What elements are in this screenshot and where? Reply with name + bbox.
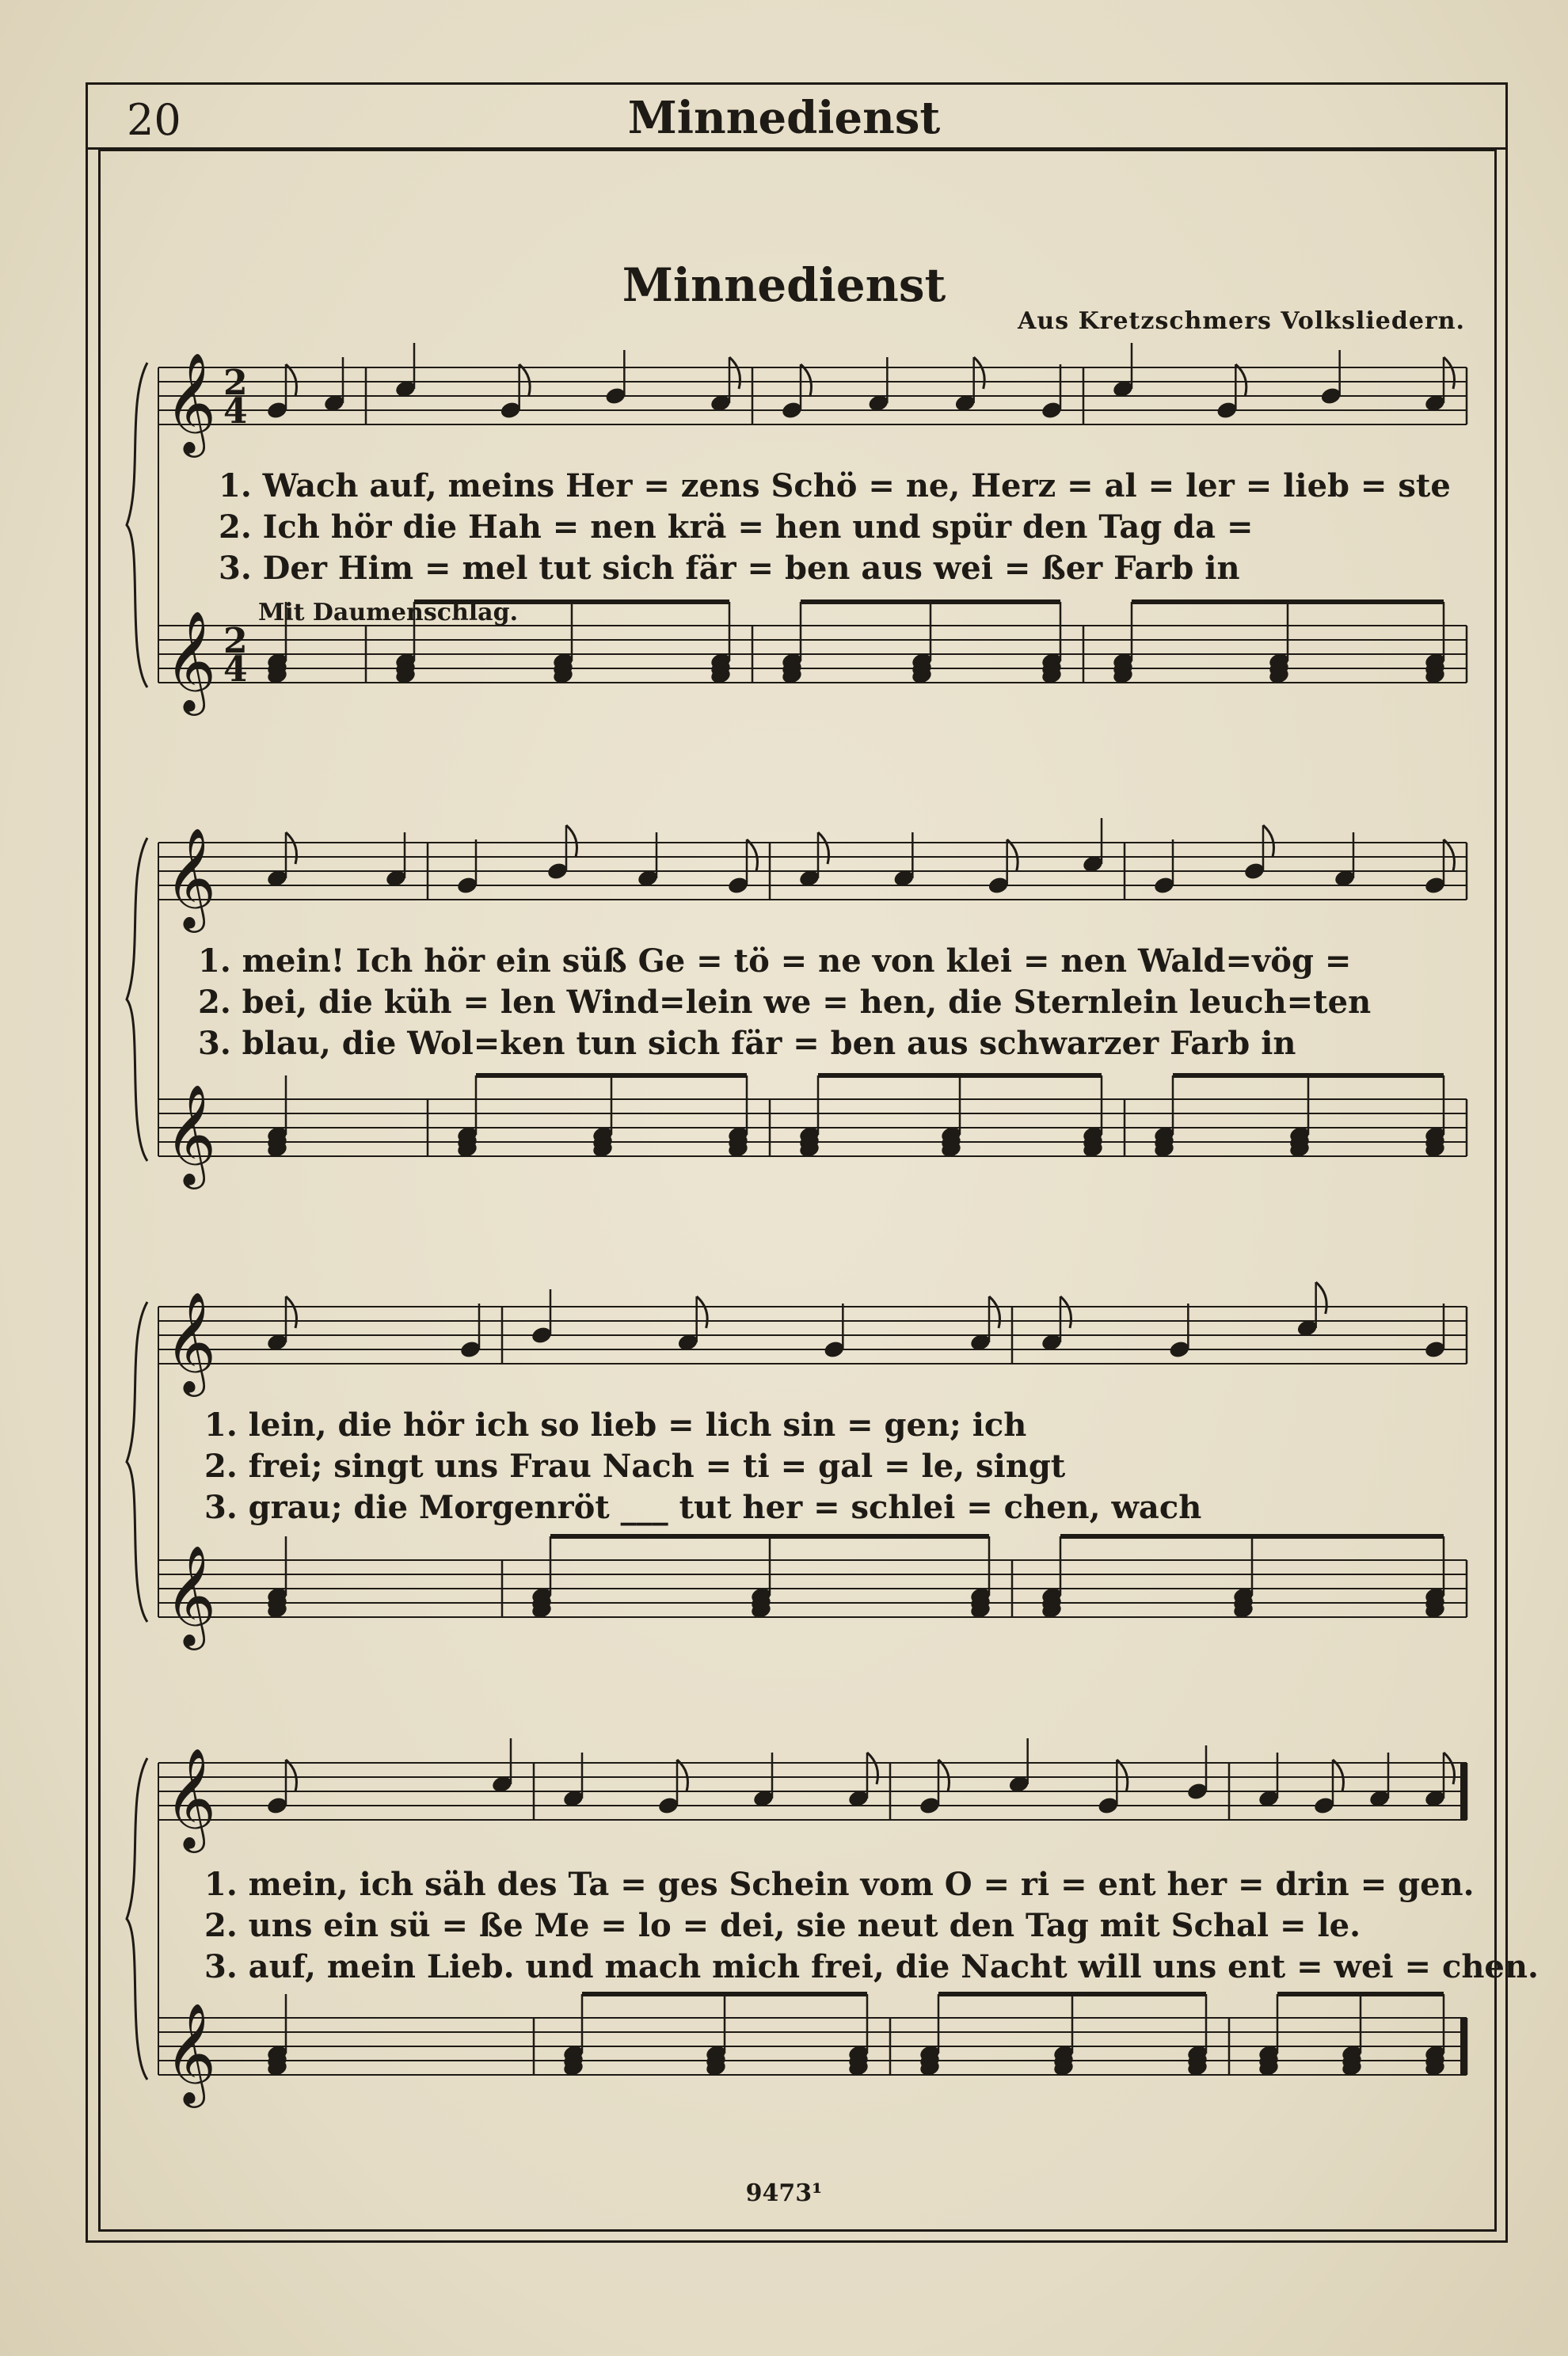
time-signature-numerator: 2 — [223, 363, 248, 403]
time-signature-denominator: 4 — [223, 649, 248, 690]
system-brace — [127, 1758, 147, 2080]
lyric-line: 1. mein! Ich hör ein süß Ge = tö = ne von klei = nen Wald=vög = — [198, 942, 1352, 980]
time-signature-numerator: 2 — [223, 621, 248, 661]
note-flag — [1007, 839, 1018, 871]
treble-clef: 𝄞 — [165, 1544, 217, 1646]
note-flag — [1117, 1760, 1128, 1791]
note-flag — [867, 1753, 878, 1784]
note-flag — [938, 1760, 950, 1791]
note-flag — [1444, 1753, 1455, 1784]
note-flag — [747, 839, 758, 871]
final-barline — [1460, 2018, 1467, 2075]
treble-clef: 𝄞 — [165, 1747, 217, 1848]
note-flag — [1263, 825, 1274, 857]
note-flag — [1316, 1282, 1327, 1314]
note-flag — [729, 357, 740, 389]
page-number: 20 — [127, 95, 181, 145]
note-flag — [1333, 1760, 1344, 1791]
lyric-line: 1. lein, die hör ich so lieb = lich sin = gen; ich — [204, 1406, 1027, 1444]
final-barline — [1460, 1763, 1467, 1820]
treble-clef: 𝄞 — [165, 352, 217, 453]
note-flag — [1444, 839, 1455, 871]
note-flag — [801, 364, 812, 396]
running-title: Minnedienst — [627, 92, 941, 144]
lyric-line: 1. Wach auf, meins Her = zens Schö = ne, Herz = al = ler = lieb = ste — [219, 467, 1451, 504]
lyric-line: 2. uns ein sü = ße Me = lo = dei, sie neut den Tag mit Schal = le. — [204, 1907, 1361, 1944]
time-signature-denominator: 4 — [223, 391, 248, 432]
note-flag — [566, 825, 577, 857]
note-flag — [1235, 364, 1246, 396]
tempo-marking: Mit Daumenschlag. — [258, 599, 519, 626]
treble-clef: 𝄞 — [165, 2002, 217, 2103]
treble-clef: 𝄞 — [165, 1083, 217, 1185]
lyric-line: 3. grau; die Morgenröt ___ tut her = schlei = chen, wach — [204, 1489, 1202, 1526]
system-brace — [127, 363, 147, 687]
system-brace — [127, 838, 147, 1161]
note-flag — [286, 364, 297, 396]
song-attribution: Aus Kretzschmers Volksliedern. — [1018, 307, 1465, 335]
lyric-line: 1. mein, ich säh des Ta = ges Schein vom O = ri = ent her = drin = gen. — [204, 1866, 1475, 1903]
note-flag — [697, 1296, 708, 1328]
plate-number: 9473¹ — [745, 2179, 823, 2207]
treble-clef: 𝄞 — [165, 610, 217, 711]
lyric-line: 2. frei; singt uns Frau Nach = ti = gal = le, singt — [204, 1448, 1066, 1485]
note-flag — [818, 832, 829, 864]
note-flag — [1060, 1296, 1071, 1328]
treble-clef: 𝄞 — [165, 1291, 217, 1392]
note-flag — [519, 364, 531, 396]
lyric-line: 3. Der Him = mel tut sich fär = ben aus wei = ßer Farb in — [219, 550, 1240, 587]
note-flag — [1444, 357, 1455, 389]
treble-clef: 𝄞 — [165, 827, 217, 928]
lyric-line: 2. Ich hör die Hah = nen krä = hen und spür den Tag da = — [219, 508, 1254, 546]
system-brace — [127, 1302, 147, 1622]
note-flag — [286, 1760, 297, 1791]
song-title: Minnedienst — [622, 258, 946, 312]
lyric-line: 3. blau, die Wol=ken tun sich fär = ben aus schwarzer Farb in — [198, 1025, 1296, 1062]
note-flag — [286, 832, 297, 864]
note-flag — [677, 1760, 688, 1791]
lyric-line: 2. bei, die küh = len Wind=lein we = hen, die Sternlein leuch=ten — [198, 984, 1372, 1021]
note-flag — [974, 357, 985, 389]
note-flag — [989, 1296, 1000, 1328]
lyric-line: 3. auf, mein Lieb. und mach mich frei, die Nacht will uns ent = wei = chen. — [204, 1948, 1539, 1985]
note-flag — [286, 1296, 297, 1328]
